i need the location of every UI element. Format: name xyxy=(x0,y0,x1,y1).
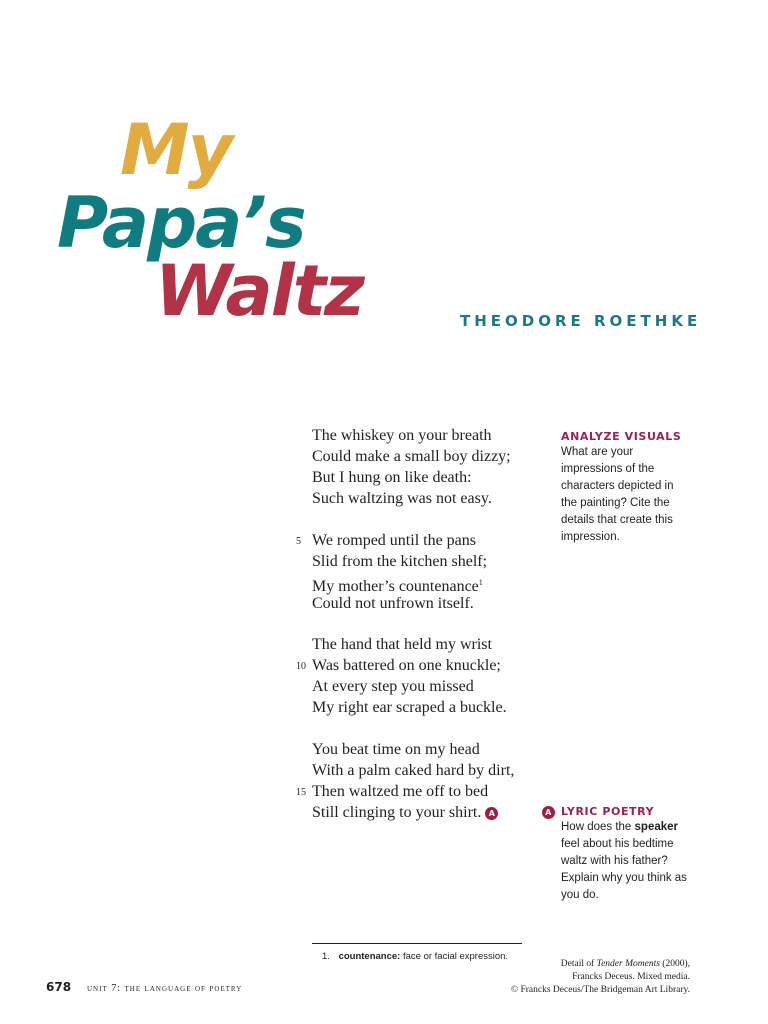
unit-label: unit 7: the language of poetry xyxy=(87,983,243,994)
poem-line: The hand that held my wrist xyxy=(312,636,492,653)
poem-body xyxy=(296,425,552,843)
title-line-papas: Papa’s xyxy=(57,182,305,264)
poem-line: Slid from the kitchen shelf; xyxy=(312,552,488,570)
artwork-title: Tender Moments xyxy=(596,959,660,969)
lyric-body-text: feel about his bedtime waltz with his father? Explain why you think as you do. xyxy=(561,838,687,901)
poem-line: Such waltzing was not easy. xyxy=(312,490,492,507)
page-number: 678 xyxy=(46,980,72,994)
annotation-marker-a[interactable]: A xyxy=(485,807,498,820)
author-name: THEODORE ROETHKE xyxy=(460,312,702,330)
poem-line-text: Still clinging to your shirt. xyxy=(312,803,482,821)
credit-text: Detail of xyxy=(560,959,595,969)
stanza-2 xyxy=(296,530,552,614)
poem-line xyxy=(312,802,552,823)
credit-line-3: © Francks Deceus/The Bridgeman Art Library. xyxy=(510,985,690,995)
credit-line-2: Francks Deceus. Mixed media. xyxy=(572,972,690,982)
poem-line: With a palm caked hard by dirt, xyxy=(312,761,515,779)
poem-line: Could not unfrown itself. xyxy=(312,594,474,612)
line-number: 5 xyxy=(296,535,301,547)
poem-line xyxy=(296,530,552,551)
lyric-body-text: How does the xyxy=(561,821,632,833)
poem-line xyxy=(296,781,552,802)
poem-line xyxy=(296,655,552,676)
poem-line-text: My mother’s countenance xyxy=(312,577,479,595)
poem-line: My right ear scraped a buckle. xyxy=(312,699,507,716)
analyze-visuals-body: What are your impressions of the characters depicted in the painting? Cite the details that create this impression. xyxy=(561,446,674,543)
poem-line-text: Was battered on one knuckle; xyxy=(312,657,501,674)
line-number: 10 xyxy=(296,661,306,672)
analyze-visuals-heading: ANALYZE VISUALS xyxy=(561,430,682,443)
poem-line: But I hung on like death: xyxy=(312,469,472,486)
poem-line: The whiskey on your breath xyxy=(312,427,492,444)
footnote xyxy=(322,951,508,962)
footnote-divider xyxy=(312,943,522,944)
lyric-poetry-body xyxy=(561,819,691,904)
annotation-marker-a[interactable]: A xyxy=(542,806,555,819)
lyric-poetry-heading: LYRIC POETRY xyxy=(561,805,655,818)
poem-line-text: Then waltzed me off to bed xyxy=(312,782,489,800)
speaker-term: speaker xyxy=(634,821,679,833)
footnote-definition: face or facial expression. xyxy=(402,951,509,962)
credit-text: (2000), xyxy=(662,959,690,969)
footnote-reference[interactable]: 1 xyxy=(478,577,483,587)
stanza-4 xyxy=(296,739,552,823)
stanza-1 xyxy=(312,425,552,509)
poem-line: At every step you missed xyxy=(312,678,474,695)
poem-line xyxy=(312,572,552,593)
credit-line-1 xyxy=(511,958,690,971)
stanza-3 xyxy=(296,634,552,718)
lyric-poetry-note xyxy=(545,805,691,904)
art-credit xyxy=(511,958,690,997)
analyze-visuals-note xyxy=(561,430,691,546)
poem-line-text: We romped until the pans xyxy=(312,531,477,549)
poem-line: Could make a small boy dizzy; xyxy=(312,448,511,465)
title-line-waltz: Waltz xyxy=(155,250,363,332)
line-number: 15 xyxy=(296,786,306,798)
lyric-poetry-heading-row xyxy=(545,805,691,819)
footnote-term: countenance: xyxy=(338,951,401,962)
footnote-number: 1. xyxy=(322,951,330,962)
title-line-my: My xyxy=(120,109,232,191)
poem-line: You beat time on my head xyxy=(312,740,480,758)
